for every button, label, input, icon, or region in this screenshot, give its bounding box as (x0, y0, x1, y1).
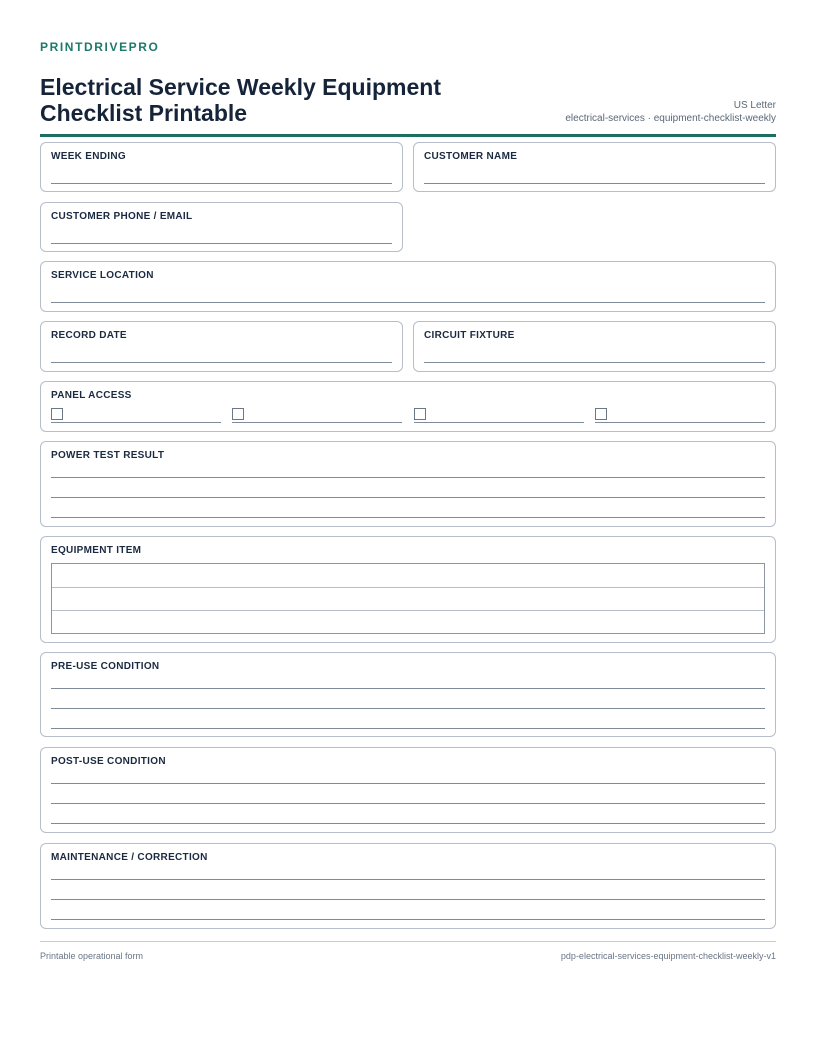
post-use-condition-line-2[interactable] (51, 803, 765, 804)
equipment-item-row-divider-1 (52, 587, 764, 588)
customer-contact-input-line[interactable] (51, 243, 392, 244)
maintenance-correction-line-2[interactable] (51, 899, 765, 900)
power-test-result-line-1[interactable] (51, 477, 765, 478)
week-ending-label: WEEK ENDING (51, 151, 126, 162)
week-ending-field (40, 142, 403, 192)
customer-name-input-line[interactable] (424, 183, 765, 184)
panel-access-checkbox-4[interactable] (595, 408, 607, 420)
title-line-2: Checklist Printable (40, 100, 248, 126)
power-test-result-line-3[interactable] (51, 517, 765, 518)
maintenance-correction-line-1[interactable] (51, 879, 765, 880)
panel-access-checkbox-1[interactable] (51, 408, 63, 420)
record-date-label: RECORD DATE (51, 330, 127, 341)
pre-use-condition-label: PRE-USE CONDITION (51, 661, 160, 672)
customer-contact-label: CUSTOMER PHONE / EMAIL (51, 211, 193, 222)
pre-use-condition-line-1[interactable] (51, 688, 765, 689)
page-footer (40, 941, 776, 961)
week-ending-input-line[interactable] (51, 183, 392, 184)
service-location-label: SERVICE LOCATION (51, 270, 154, 281)
equipment-item-field (40, 536, 776, 643)
equipment-item-table[interactable] (51, 563, 765, 634)
maintenance-correction-line-3[interactable] (51, 919, 765, 920)
pre-use-condition-line-2[interactable] (51, 708, 765, 709)
equipment-item-label: EQUIPMENT ITEM (51, 545, 142, 556)
power-test-result-field (40, 441, 776, 527)
pre-use-condition-line-3[interactable] (51, 728, 765, 729)
pre-use-condition-field (40, 652, 776, 737)
customer-name-field (413, 142, 776, 192)
form-page (40, 40, 776, 137)
power-test-result-line-2[interactable] (51, 497, 765, 498)
post-use-condition-line-3[interactable] (51, 823, 765, 824)
form-header (40, 55, 776, 137)
panel-access-option-line-1[interactable] (51, 422, 221, 423)
title-line-1: Electrical Service Weekly Equipment (40, 74, 441, 100)
circuit-fixture-field (413, 321, 776, 372)
brand-name: PRINTDRIVEPRO (40, 40, 160, 54)
service-location-field (40, 261, 776, 312)
maintenance-correction-field (40, 843, 776, 929)
footer-form-id: pdp-electrical-services-equipment-checklist-weekly-v1 (560, 951, 776, 961)
record-date-field (40, 321, 403, 372)
power-test-result-label: POWER TEST RESULT (51, 450, 165, 461)
document-meta (565, 99, 776, 125)
service-location-input-line[interactable] (51, 302, 765, 303)
document-slug: electrical-services · equipment-checklist-weekly (565, 113, 776, 124)
page-title (40, 74, 510, 126)
panel-access-field (40, 381, 776, 432)
panel-access-checkbox-3[interactable] (414, 408, 426, 420)
post-use-condition-line-1[interactable] (51, 783, 765, 784)
circuit-fixture-input-line[interactable] (424, 362, 765, 363)
equipment-item-row-divider-2 (52, 610, 764, 611)
maintenance-correction-label: MAINTENANCE / CORRECTION (51, 852, 208, 863)
panel-access-option-line-4[interactable] (595, 422, 765, 423)
customer-contact-field (40, 202, 403, 252)
post-use-condition-field (40, 747, 776, 833)
footer-left-text: Printable operational form (40, 951, 144, 961)
customer-name-label: CUSTOMER NAME (424, 151, 518, 162)
panel-access-label: PANEL ACCESS (51, 390, 132, 401)
paper-size: US Letter (733, 100, 776, 111)
panel-access-checkbox-2[interactable] (232, 408, 244, 420)
circuit-fixture-label: CIRCUIT FIXTURE (424, 330, 515, 341)
record-date-input-line[interactable] (51, 362, 392, 363)
post-use-condition-label: POST-USE CONDITION (51, 756, 166, 767)
panel-access-option-line-2[interactable] (232, 422, 402, 423)
panel-access-option-line-3[interactable] (414, 422, 584, 423)
